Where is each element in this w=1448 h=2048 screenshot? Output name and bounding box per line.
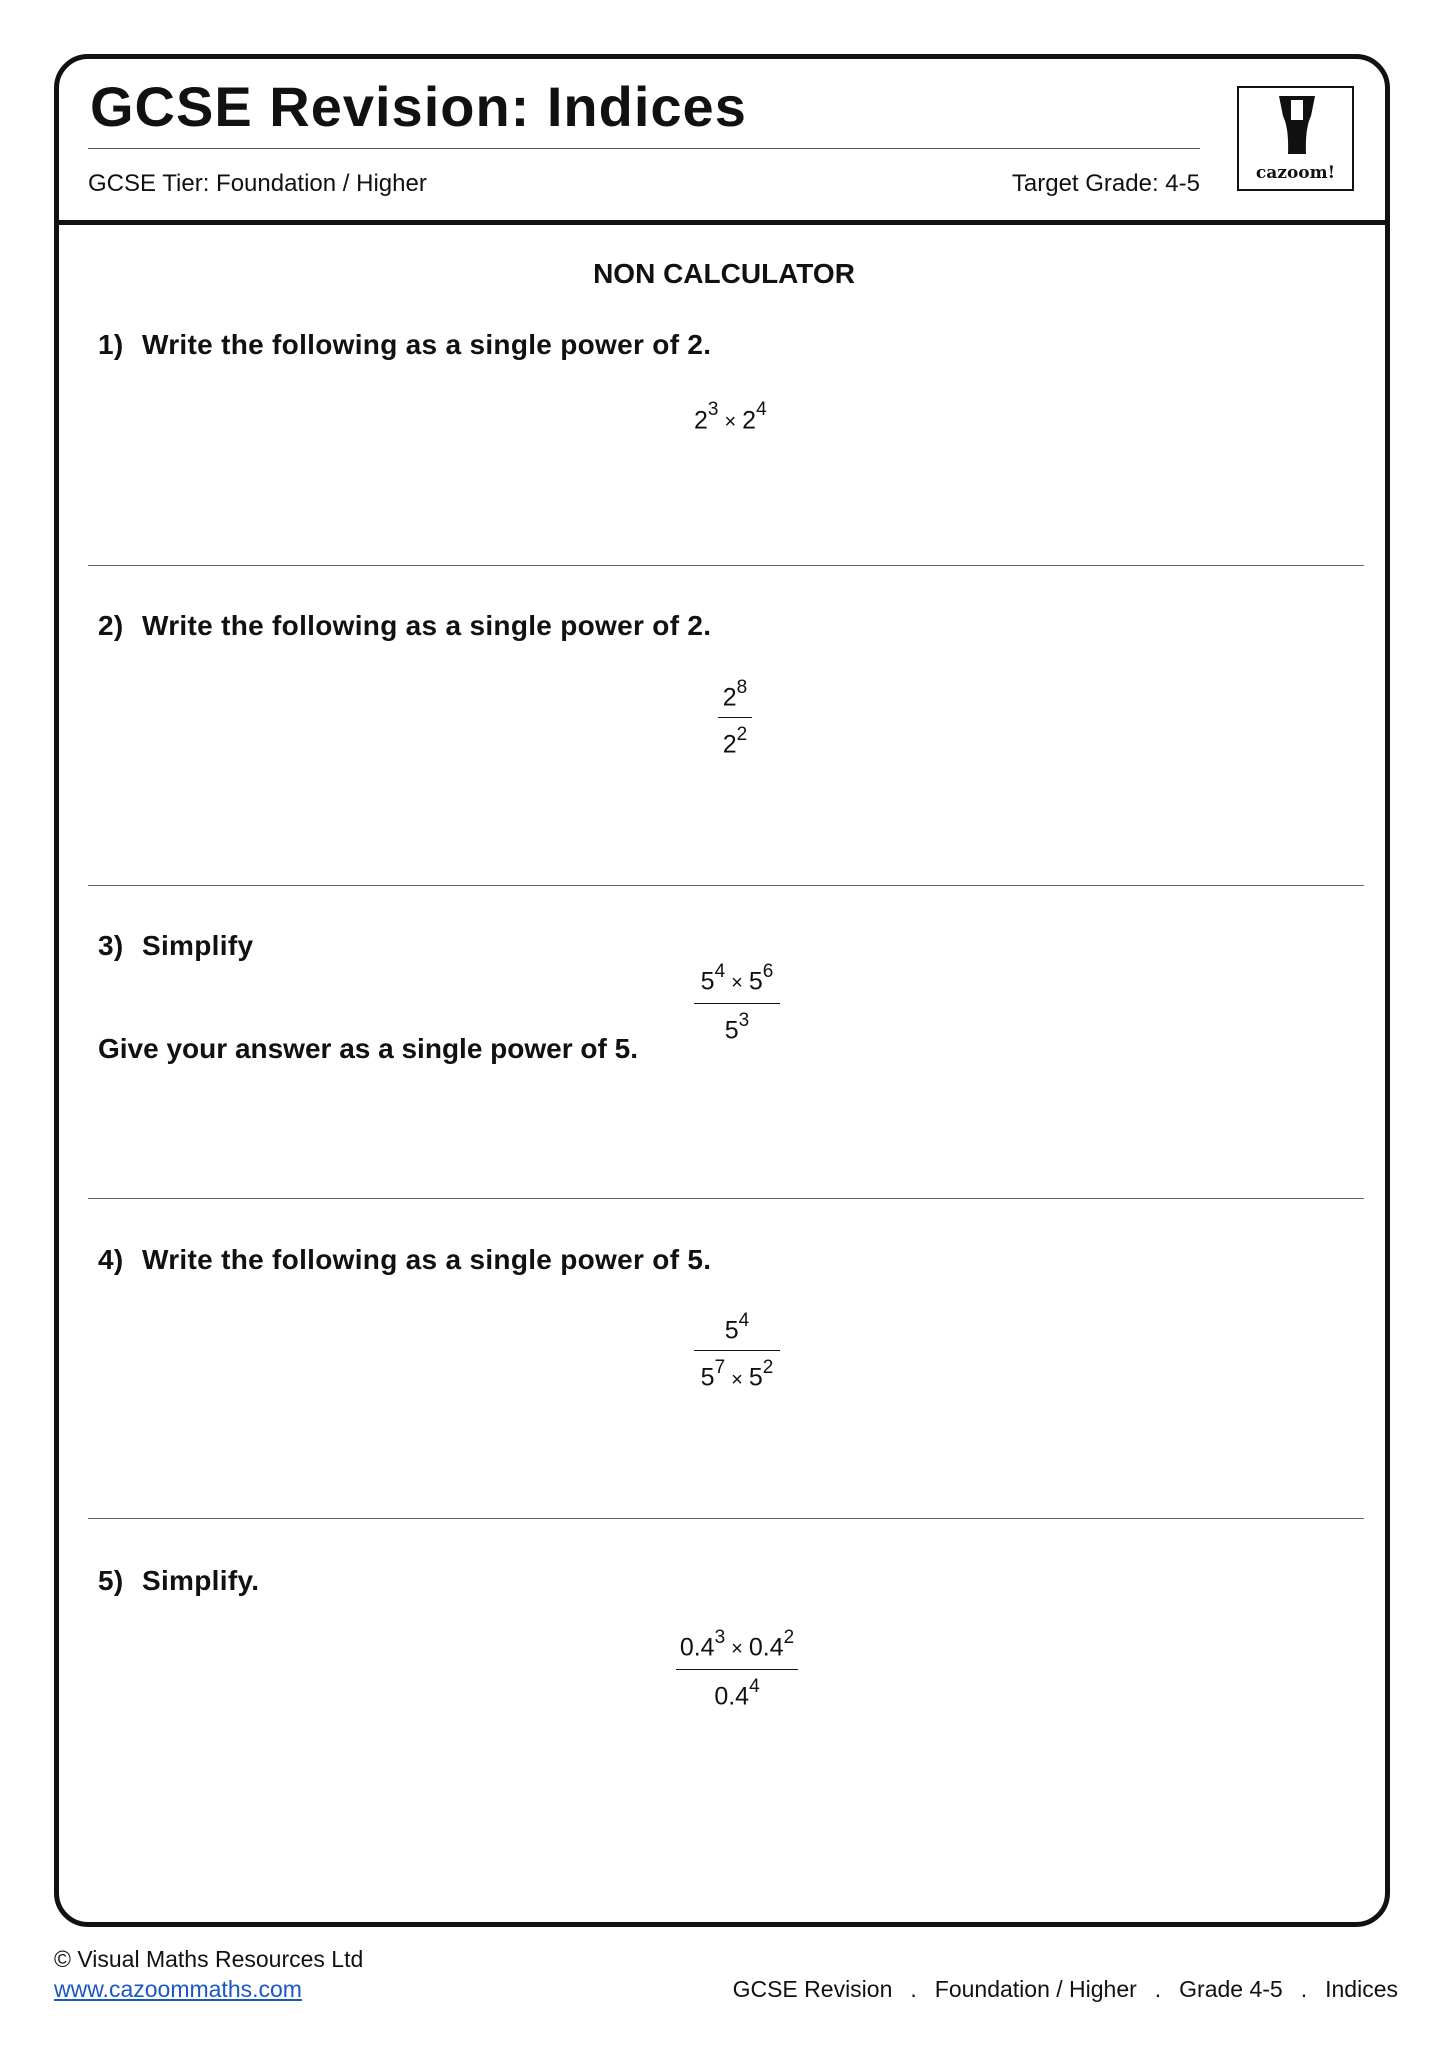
question-text: Write the following as a single power of 5. bbox=[142, 1244, 712, 1275]
question-number: 2) bbox=[98, 610, 124, 641]
q4-fraction bbox=[694, 1309, 780, 1395]
exponent: 4 bbox=[756, 399, 767, 420]
fraction-numerator: $2^8$ bbox=[722, 677, 748, 712]
footer-crumb: Grade 4-5 bbox=[1179, 1976, 1283, 2002]
question-2 bbox=[98, 610, 711, 642]
question-5 bbox=[98, 1565, 259, 1597]
fraction-bar bbox=[718, 717, 752, 718]
title-rule bbox=[88, 148, 1200, 149]
footer-crumb: Foundation / Higher bbox=[934, 1976, 1137, 2002]
question-number: 4) bbox=[98, 1244, 124, 1275]
footer-crumb: GCSE Revision bbox=[732, 1976, 893, 2002]
cazoom-logo bbox=[1237, 86, 1354, 191]
question-divider bbox=[88, 565, 1364, 566]
fraction-bar bbox=[694, 1003, 780, 1004]
fraction-numerator: $5^4$ bbox=[724, 1310, 750, 1345]
footer-breadcrumb bbox=[733, 1976, 1398, 2003]
header-separator bbox=[54, 220, 1390, 225]
footer-website-link[interactable]: www.cazoommaths.com bbox=[54, 1976, 302, 2002]
times-sign: × bbox=[724, 411, 737, 434]
footer-copyright: © Visual Maths Resources Ltd bbox=[54, 1946, 364, 1972]
drum-icon bbox=[1275, 96, 1319, 154]
question-number: 1) bbox=[98, 329, 124, 360]
fraction-denominator: $2^2$ bbox=[722, 724, 748, 759]
page-title: GCSE Revision: Indices bbox=[90, 75, 747, 138]
question-text: Write the following as a single power of 2. bbox=[142, 610, 712, 641]
fraction-bar bbox=[694, 1350, 780, 1351]
q3-fraction bbox=[694, 960, 780, 1046]
question-1 bbox=[98, 329, 711, 361]
footer-separator: . bbox=[1154, 1976, 1162, 2002]
base: 2 bbox=[694, 406, 708, 435]
question-4 bbox=[98, 1244, 711, 1276]
logo-text: cazoom! bbox=[1255, 163, 1336, 183]
fraction-numerator: $5^4\times 5^6$ bbox=[700, 961, 774, 996]
footer-separator: . bbox=[1300, 1976, 1308, 2002]
base: 2 bbox=[742, 406, 757, 435]
fraction-numerator: $0.4^3\times 0.4^2$ bbox=[679, 1627, 795, 1662]
question-text: Simplify bbox=[142, 930, 254, 961]
section-title: NON CALCULATOR bbox=[593, 258, 855, 289]
question-divider bbox=[88, 885, 1364, 886]
question-number: 5) bbox=[98, 1565, 124, 1596]
q5-fraction bbox=[676, 1626, 798, 1712]
fraction-denominator: $0.4^4$ bbox=[714, 1676, 760, 1711]
question-text: Write the following as a single power of 2. bbox=[142, 329, 712, 360]
fraction-denominator: $5^3$ bbox=[724, 1010, 750, 1045]
question-text: Simplify. bbox=[142, 1565, 260, 1596]
footer-crumb: Indices bbox=[1325, 1976, 1398, 2002]
tier-label: GCSE Tier: Foundation / Higher bbox=[88, 170, 427, 197]
question-divider bbox=[88, 1518, 1364, 1519]
question-number: 3) bbox=[98, 930, 124, 961]
fraction-bar bbox=[676, 1669, 798, 1670]
question-divider bbox=[88, 1198, 1364, 1199]
footer-separator: . bbox=[910, 1976, 917, 2002]
q1-expression bbox=[694, 399, 767, 435]
q2-fraction bbox=[718, 676, 752, 760]
fraction-denominator: $5^7\times 5^2$ bbox=[700, 1357, 774, 1392]
target-grade-label: Target Grade: 4-5 bbox=[1011, 170, 1200, 197]
exponent: 3 bbox=[707, 399, 719, 420]
question-3 bbox=[98, 930, 253, 962]
question-3-followup: Give your answer as a single power of 5. bbox=[98, 1033, 638, 1064]
